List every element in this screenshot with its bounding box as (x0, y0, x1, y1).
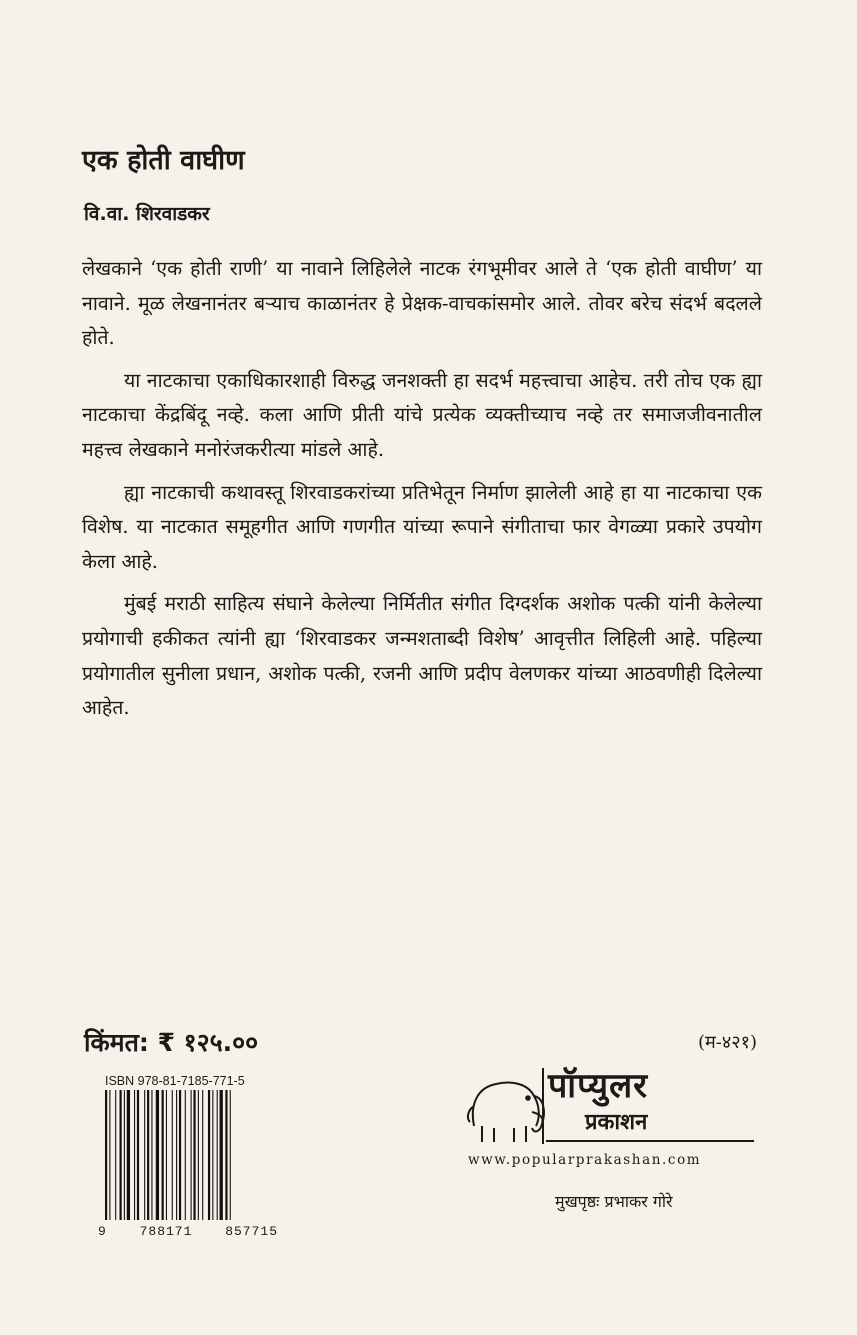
barcode-digit-group: 857715 (225, 1224, 278, 1239)
blurb-paragraph: मुंबई मराठी साहित्य संघाने केलेल्या निर्मितीत संगीत दिग्दर्शक अशोक पत्की यांनी केलेल्या प्रयोगाची हकीकत त्यांनी ह्या ‘शिरवाडकर जन्मशताब्दी विशेष’ आवृत्तीत लिहिली आहे. पहिल्या प्रयोगातील सुनीला प्रधान, अशोक पत्की, रजनी आणि प्रदीप वेलणकर यांच्या आठवणीही दिलेल्या आहेत. (82, 592, 762, 720)
blurb-paragraph: लेखकाने ‘एक होती राणी’ या नावाने लिहिलेले नाटक रंगभूमीवर आले ते ‘एक होती वाघीण’ या नावाने. मूळ लेखनानंतर बऱ्याच काळानंतर हे प्रेक्षक-वाचकांसमोर आले. तोवर बरेच संदर्भ बदलले होते. (82, 257, 762, 350)
publisher-website: www.popularprakashan.com (468, 1152, 702, 1168)
barcode-number (98, 1224, 278, 1239)
barcode-digit-group: 788171 (139, 1224, 193, 1239)
price: किंमत: ₹ १२५.०० (84, 1028, 259, 1057)
catalog-code: (म-४२१) (698, 1032, 757, 1053)
isbn-label: ISBN 978-81-7185-771-5 (105, 1074, 245, 1088)
barcode-digit-group: 9 (98, 1224, 107, 1239)
publisher-subtitle: प्रकाशन (585, 1110, 648, 1135)
publisher-name: पॉप्युलर (548, 1066, 649, 1106)
barcode (103, 1090, 273, 1220)
blurb-paragraph: या नाटकाचा एकाधिकारशाही विरुद्ध जनशक्ती हा सदर्भ महत्त्वाचा आहेच. तरी तोच एक ह्या नाटकाचा केंद्रबिंदू नव्हे. कला आणि प्रीती यांचे प्रत्येक व्यक्तीच्याच नव्हे तर समाजजीवनातील महत्त्व लेखकाने मनोरंजकरीत्या मांडले आहे. (82, 368, 762, 461)
book-author: वि.वा. शिरवाडकर (84, 203, 210, 225)
logo-rule (546, 1140, 754, 1142)
book-title: एक होती वाघीण (82, 145, 245, 176)
blurb-paragraph: ह्या नाटकाची कथावस्तू शिरवाडकरांच्या प्रतिभेतून निर्माण झालेली आहे हा या नाटकाचा एक विशेष. या नाटकात समूहगीत आणि गणगीत यांच्या रूपाने संगीताचा फार वेगळ्या प्रकारे उपयोग केला आहे. (82, 480, 762, 573)
cover-credit: मुखपृष्ठः प्रभाकर गोरे (555, 1192, 673, 1211)
blurb (82, 252, 762, 734)
